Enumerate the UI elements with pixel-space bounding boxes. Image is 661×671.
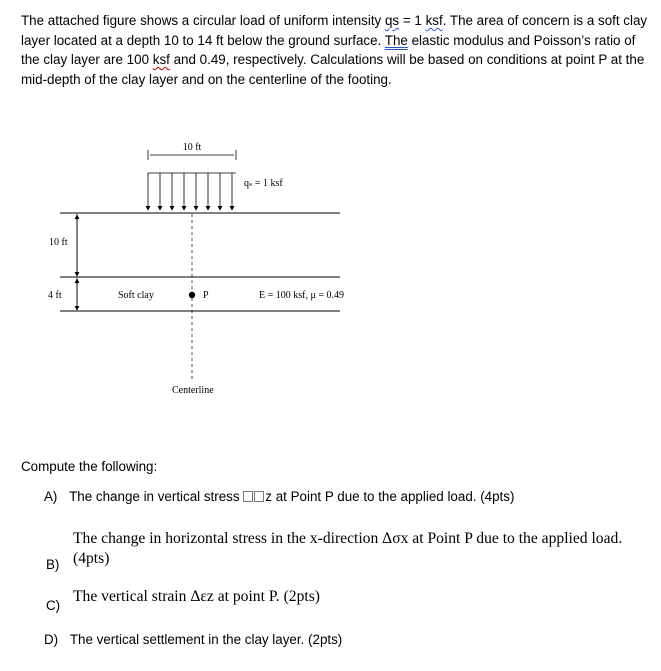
point-p-marker [189, 292, 195, 298]
question-c-label: C) [46, 598, 61, 613]
question-b-label: B) [46, 557, 60, 572]
layer-label: Soft clay [118, 290, 154, 301]
missing-glyph-icon [243, 491, 253, 502]
width-label: 10 ft [182, 142, 202, 153]
load-label: qₛ = 1 ksf [244, 178, 283, 189]
compute-heading: Compute the following: [21, 459, 158, 474]
depth-label: 10 ft [49, 237, 68, 248]
ksf-unit-2: ksf [152, 52, 170, 68]
load-arrows [148, 173, 236, 210]
the-word: The [384, 32, 408, 48]
question-a-post: z at Point P due to the applied load. (4pts) [265, 489, 515, 504]
question-d [44, 632, 342, 647]
problem-statement: The attached figure shows a circular load of uniform intensity qs = 1 ksf. The area of concern is a soft clay layer located at a depth 10 to 14 ft below the ground surface. The elastic modulus and Poisson’s ratio of the clay layer are 100 ksf and 0.49, respectively. Calculations will be based on conditions at point P at the mid-depth of the clay layer and on the centerline of the footing. [21, 13, 648, 87]
missing-glyph-icon-2 [254, 491, 264, 502]
question-d-label: D) [44, 632, 59, 647]
question-a [44, 489, 514, 504]
clay-thickness-label: 4 ft [48, 290, 62, 301]
ksf-unit: ksf [425, 13, 443, 28]
question-d-text: The vertical settlement in the clay layer. (2pts) [69, 632, 343, 647]
question-b-text: The change in horizontal stress in the x-direction Δσx at Point P due to the applied load. (4pts) [73, 530, 623, 567]
question-a-label: A) [44, 489, 58, 504]
centerline-label: Centerline [172, 385, 214, 396]
question-a-pre: The change in vertical stress [69, 489, 244, 504]
properties-label: E = 100 ksf, μ = 0.49 [259, 290, 344, 301]
question-c-text: The vertical strain Δεz at point P. (2pts) [73, 588, 320, 605]
point-label: P [203, 290, 209, 301]
qs-symbol: qs [384, 13, 400, 28]
